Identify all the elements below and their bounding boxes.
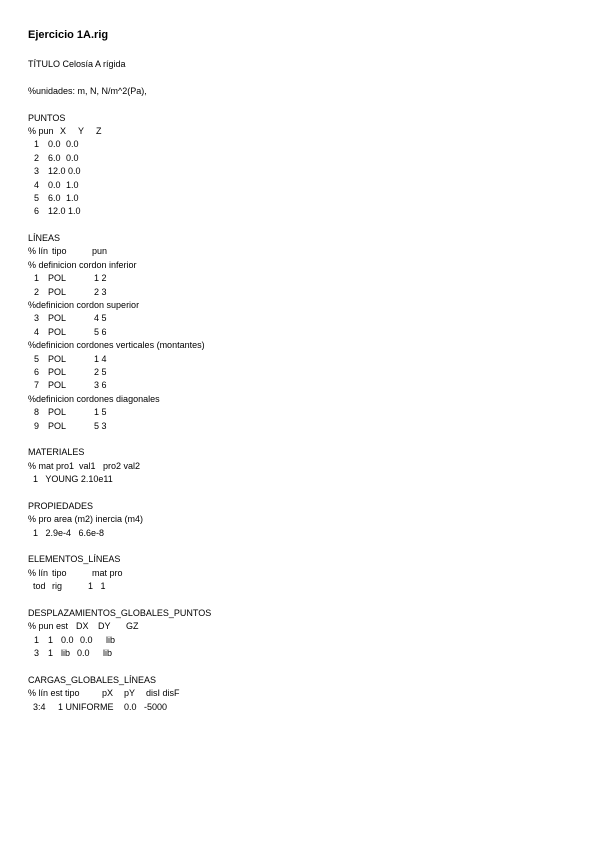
desplazamientos-row: 3 1 lib 0.0 lib	[34, 648, 113, 659]
lineas-comment: % definicion cordon inferior	[28, 259, 137, 270]
lineas-row: 7 POL 3 6	[34, 380, 107, 391]
materiales-header: % mat pro1 val1 pro2 val2	[28, 460, 141, 471]
cargas-row: 3:4 1 UNIFORME 0.0 -5000	[33, 701, 168, 712]
lineas-row: 6 POL 2 5	[34, 366, 107, 377]
puntos-row: 2 6.0 0.0	[34, 152, 79, 163]
propiedades-header: % pro area (m2) inercia (m4)	[28, 514, 144, 525]
document-page	[28, 28, 588, 714]
lineas-header: % lín tipo pun	[28, 246, 108, 257]
lineas-row: 9 POL 5 3	[34, 420, 107, 431]
puntos-row: 6 12.0 1.0	[34, 206, 81, 217]
elementos-row: tod rig 1 1	[33, 581, 106, 592]
materiales-row: 1 YOUNG 2.10e11	[28, 474, 113, 485]
elementos-header: % lín tipo mat pro	[28, 567, 123, 578]
document-title: Ejercicio 1A.rig	[28, 29, 109, 41]
lineas-row: 1 POL 1 2	[34, 273, 107, 284]
lineas-row: 8 POL 1 5	[34, 407, 107, 418]
puntos-row: 3 12.0 0.0	[34, 166, 81, 177]
lineas-comment: %definicion cordones diagonales	[28, 393, 160, 404]
lineas-comment: %definicion cordones verticales (montantes)	[28, 340, 205, 351]
materiales-heading: MATERIALES	[28, 447, 85, 458]
puntos-heading: PUNTOS	[28, 112, 66, 123]
titulo-line: TÍTULO Celosía A rígida	[28, 59, 126, 69]
puntos-row: 1 0.0 0.0	[34, 139, 79, 150]
lineas-row: 5 POL 1 4	[34, 353, 107, 364]
propiedades-heading: PROPIEDADES	[28, 500, 94, 511]
lineas-row: 3 POL 4 5	[34, 313, 107, 324]
desplazamientos-row: 1 1 0.0 0.0 lib	[34, 634, 116, 645]
elementos-heading: ELEMENTOS_LÍNEAS	[28, 554, 121, 565]
unidades-line: %unidades: m, N, N/m^2(Pa),	[28, 85, 147, 96]
desplazamientos-header: % pun est DX DY GZ	[28, 621, 139, 632]
lineas-comment: %definicion cordon superior	[28, 300, 140, 311]
puntos-header: % pun X Y Z	[28, 125, 102, 136]
puntos-row: 4 0.0 1.0	[34, 179, 79, 190]
lineas-row: 4 POL 5 6	[34, 326, 107, 337]
cargas-header: % lín est tipo pX pY disI disF	[28, 688, 180, 699]
lineas-heading: LÍNEAS	[28, 233, 61, 244]
puntos-row: 5 6.0 1.0	[34, 192, 79, 203]
desplazamientos-heading: DESPLAZAMIENTOS_GLOBALES_PUNTOS	[28, 608, 212, 619]
propiedades-row: 1 2.9e-4 6.6e-8	[28, 527, 105, 538]
lineas-row: 2 POL 2 3	[34, 286, 107, 297]
cargas-heading: CARGAS_GLOBALES_LÍNEAS	[28, 674, 157, 685]
